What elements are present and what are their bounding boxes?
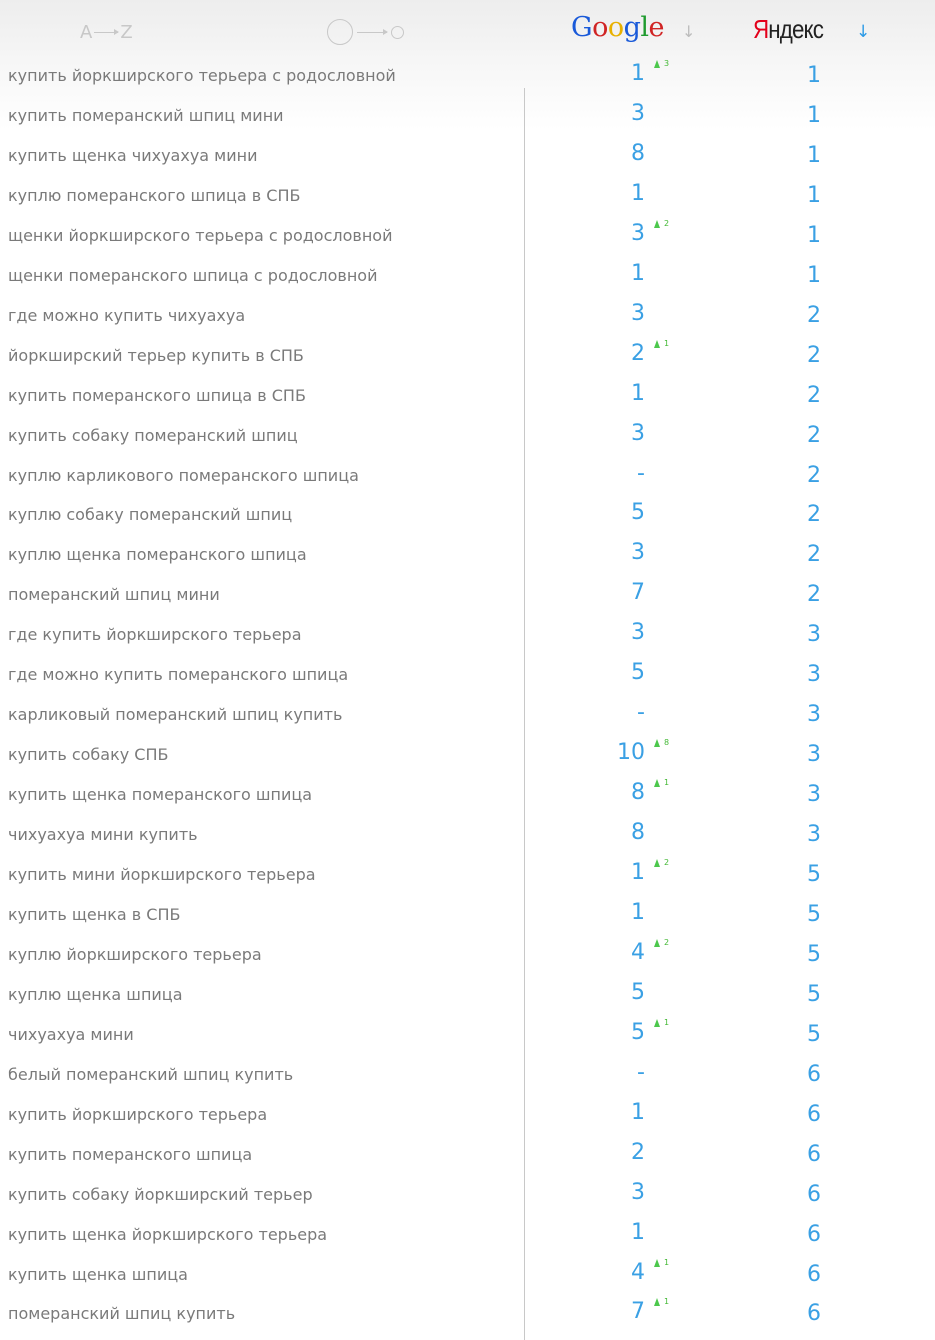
position-change-badge bbox=[654, 219, 669, 228]
position-change-badge bbox=[654, 59, 669, 68]
table-row[interactable] bbox=[0, 899, 935, 939]
keyword-text: щенки померанского шпица с родословной bbox=[8, 265, 378, 285]
table-row[interactable] bbox=[0, 619, 935, 659]
yandex-position: 6 bbox=[807, 1221, 821, 1247]
table-row[interactable] bbox=[0, 579, 935, 619]
google-position: 5 bbox=[631, 660, 645, 686]
position-change-badge bbox=[654, 1258, 669, 1267]
google-position: 2 bbox=[631, 340, 645, 366]
google-logo-letter: e bbox=[648, 12, 665, 43]
google-position: 3 bbox=[631, 540, 645, 566]
position-change-badge bbox=[654, 738, 669, 747]
keyword-text: купить мини йоркширского терьера bbox=[8, 865, 316, 884]
google-position: 1 bbox=[631, 1219, 645, 1245]
google-logo-letter: g bbox=[623, 12, 641, 43]
table-row[interactable] bbox=[0, 380, 935, 420]
keyword-text: куплю щенка шпица bbox=[8, 984, 183, 1004]
google-logo-letter: o bbox=[592, 12, 608, 43]
table-row[interactable] bbox=[0, 499, 935, 539]
up-arrow-icon bbox=[654, 1259, 660, 1267]
sort-az-from: A bbox=[80, 21, 93, 43]
keyword-text: померанский шпиц мини bbox=[8, 585, 220, 605]
google-position: 1 bbox=[631, 380, 645, 406]
yandex-position: 2 bbox=[807, 542, 821, 568]
keyword-text: купить померанского шпица в СПБ bbox=[8, 385, 306, 405]
keyword-text: йоркширский терьер купить в СПБ bbox=[8, 345, 304, 365]
table-row[interactable] bbox=[0, 140, 935, 180]
google-position: 1 bbox=[631, 260, 645, 286]
google-sort-arrow-icon[interactable]: ↓ bbox=[682, 22, 696, 41]
keyword-text: где можно купить померанского шпица bbox=[8, 665, 349, 685]
google-position: 1 bbox=[631, 860, 645, 885]
yandex-position: 6 bbox=[807, 1061, 821, 1087]
google-position: 1 bbox=[631, 61, 645, 86]
position-change-badge bbox=[654, 339, 669, 348]
table-row[interactable] bbox=[0, 1019, 935, 1059]
yandex-position: 1 bbox=[807, 222, 821, 248]
position-change-badge bbox=[654, 778, 669, 787]
google-position: 4 bbox=[631, 939, 645, 965]
google-position: 4 bbox=[631, 1259, 645, 1285]
keyword-text: купить собаку СПБ bbox=[8, 745, 169, 765]
position-change-value: 2 bbox=[664, 218, 670, 228]
table-row[interactable] bbox=[0, 460, 935, 500]
table-row[interactable] bbox=[0, 859, 935, 899]
yandex-position: 6 bbox=[807, 1261, 821, 1287]
keyword-text: куплю йоркширского терьера bbox=[8, 944, 262, 964]
table-row[interactable] bbox=[0, 659, 935, 699]
yandex-position: 1 bbox=[807, 142, 821, 168]
table-row[interactable] bbox=[0, 539, 935, 579]
keyword-text: куплю щенка померанского шпица bbox=[8, 545, 307, 565]
yandex-logo-rest: ндекс bbox=[768, 14, 824, 44]
keyword-text: купить собаку померанский шпиц bbox=[8, 425, 298, 445]
google-position: 1 bbox=[631, 180, 645, 206]
sort-by-frequency-button[interactable] bbox=[327, 18, 404, 46]
google-position: 3 bbox=[631, 420, 645, 446]
position-change-value: 1 bbox=[664, 778, 670, 788]
position-change-value: 8 bbox=[664, 738, 670, 748]
google-logo-letter: o bbox=[607, 12, 624, 43]
keyword-text: купить померанский шпиц мини bbox=[8, 105, 284, 125]
google-position: 5 bbox=[631, 1019, 645, 1045]
yandex-position: 2 bbox=[807, 462, 821, 488]
yandex-position: 5 bbox=[807, 981, 821, 1007]
table-row[interactable] bbox=[0, 100, 935, 140]
google-position: 3 bbox=[631, 1179, 645, 1205]
table-row[interactable] bbox=[0, 1219, 935, 1259]
position-change-badge bbox=[654, 1018, 669, 1027]
yandex-position: 1 bbox=[807, 63, 821, 88]
table-row[interactable] bbox=[0, 220, 935, 260]
yandex-position: 3 bbox=[807, 742, 821, 768]
up-arrow-icon bbox=[654, 859, 660, 867]
keyword-text: щенки йоркширского терьера с родословной bbox=[8, 225, 393, 245]
yandex-logo-first-letter: Я bbox=[753, 14, 769, 44]
yandex-position: 2 bbox=[807, 302, 821, 328]
position-change-value: 2 bbox=[664, 858, 670, 867]
google-position: 3 bbox=[631, 220, 645, 246]
keyword-text: купить йоркширского терьера с родословной bbox=[8, 66, 396, 85]
keyword-text: куплю собаку померанский шпиц bbox=[8, 505, 293, 525]
yandex-position: 3 bbox=[807, 782, 821, 808]
table-row[interactable] bbox=[0, 939, 935, 979]
position-change-value: 1 bbox=[664, 1297, 670, 1307]
yandex-position: 1 bbox=[807, 262, 821, 288]
arrow-right-icon bbox=[357, 32, 387, 33]
google-logo-letter: G bbox=[571, 12, 593, 43]
up-arrow-icon bbox=[654, 220, 660, 228]
yandex-position: 6 bbox=[807, 1301, 821, 1327]
keyword-text: карликовый померанский шпиц купить bbox=[8, 705, 343, 725]
google-position: 3 bbox=[631, 620, 645, 646]
yandex-position: 3 bbox=[807, 702, 821, 728]
up-arrow-icon bbox=[654, 779, 660, 787]
keyword-text: купить собаку йоркширский терьер bbox=[8, 1184, 313, 1204]
google-position: 7 bbox=[631, 1299, 645, 1325]
table-row[interactable] bbox=[0, 260, 935, 300]
yandex-position: 3 bbox=[807, 662, 821, 688]
table-row[interactable] bbox=[0, 180, 935, 220]
keyword-text: чихуахуа мини купить bbox=[8, 825, 198, 845]
yandex-position: 1 bbox=[807, 102, 821, 128]
position-change-badge bbox=[654, 938, 669, 947]
yandex-position: 6 bbox=[807, 1101, 821, 1127]
yandex-position: 2 bbox=[807, 582, 821, 608]
google-position: - bbox=[637, 700, 645, 726]
google-position: 8 bbox=[631, 140, 645, 166]
yandex-position: 5 bbox=[807, 1021, 821, 1047]
google-position: 1 bbox=[631, 899, 645, 925]
yandex-position: 6 bbox=[807, 1181, 821, 1207]
yandex-position: 5 bbox=[807, 901, 821, 927]
google-position: 8 bbox=[631, 780, 645, 806]
table-row[interactable] bbox=[0, 779, 935, 819]
yandex-position: 2 bbox=[807, 502, 821, 528]
google-position: 7 bbox=[631, 580, 645, 606]
table-row[interactable] bbox=[0, 1139, 935, 1179]
keyword-text: белый померанский шпиц купить bbox=[8, 1064, 294, 1084]
position-change-value: 1 bbox=[664, 338, 670, 348]
position-change-value: 3 bbox=[664, 59, 670, 68]
keyword-text: чихуахуа мини bbox=[8, 1024, 134, 1044]
yandex-position: 2 bbox=[807, 422, 821, 448]
table-row[interactable] bbox=[0, 739, 935, 779]
position-change-badge bbox=[654, 1297, 669, 1306]
big-circle-icon bbox=[327, 19, 353, 45]
table-row[interactable] bbox=[0, 1099, 935, 1139]
position-change-value: 1 bbox=[664, 1017, 670, 1027]
keyword-text: где купить йоркширского терьера bbox=[8, 625, 302, 645]
small-circle-icon bbox=[391, 26, 404, 39]
google-position: 1 bbox=[631, 1099, 645, 1125]
keyword-text: купить щенка шпица bbox=[8, 1264, 188, 1284]
keyword-text: купить щенка померанского шпица bbox=[8, 785, 313, 805]
yandex-position: 5 bbox=[807, 862, 821, 887]
up-arrow-icon bbox=[654, 1019, 660, 1027]
table-row[interactable] bbox=[0, 300, 935, 340]
table-row[interactable] bbox=[0, 1298, 935, 1338]
google-position: 3 bbox=[631, 100, 645, 126]
yandex-sort-arrow-icon[interactable]: ↓ bbox=[856, 22, 871, 42]
google-position: 5 bbox=[631, 500, 645, 526]
table-row[interactable] bbox=[0, 819, 935, 859]
position-change-value: 2 bbox=[664, 937, 670, 947]
keyword-text: где можно купить чихуахуа bbox=[8, 305, 246, 325]
yandex-position: 3 bbox=[807, 822, 821, 848]
google-position: 3 bbox=[631, 300, 645, 326]
sort-az-to: Z bbox=[120, 21, 133, 43]
keyword-text: купить щенка чихуахуа мини bbox=[8, 145, 258, 165]
google-position: 2 bbox=[631, 1139, 645, 1165]
yandex-position: 1 bbox=[807, 182, 821, 208]
yandex-position: 2 bbox=[807, 382, 821, 408]
table-row[interactable] bbox=[0, 1059, 935, 1099]
yandex-logo[interactable] bbox=[753, 14, 823, 45]
table-row[interactable] bbox=[0, 699, 935, 739]
keyword-text: куплю померанского шпица в СПБ bbox=[8, 185, 301, 205]
google-logo[interactable] bbox=[571, 12, 664, 43]
table-row[interactable] bbox=[0, 1179, 935, 1219]
table-row[interactable] bbox=[0, 60, 935, 100]
google-position: 5 bbox=[631, 979, 645, 1005]
up-arrow-icon bbox=[654, 739, 660, 747]
yandex-position: 6 bbox=[807, 1141, 821, 1167]
up-arrow-icon bbox=[654, 1298, 660, 1306]
yandex-position: 5 bbox=[807, 941, 821, 967]
google-position: 8 bbox=[631, 820, 645, 846]
keyword-text: куплю карликового померанского шпица bbox=[8, 465, 359, 485]
position-change-value: 1 bbox=[664, 1257, 670, 1267]
table-row[interactable] bbox=[0, 979, 935, 1019]
up-arrow-icon bbox=[654, 939, 660, 947]
yandex-position: 2 bbox=[807, 342, 821, 368]
position-change-badge bbox=[654, 858, 669, 867]
up-arrow-icon bbox=[654, 340, 660, 348]
yandex-position: 3 bbox=[807, 622, 821, 648]
keyword-text: купить щенка в СПБ bbox=[8, 904, 181, 924]
arrow-right-icon bbox=[94, 32, 118, 33]
keyword-text: померанский шпиц купить bbox=[8, 1304, 236, 1324]
google-position: - bbox=[637, 1059, 645, 1085]
keyword-text: купить щенка йоркширского терьера bbox=[8, 1224, 328, 1244]
table-row[interactable] bbox=[0, 420, 935, 460]
table-row[interactable] bbox=[0, 340, 935, 380]
up-arrow-icon bbox=[654, 60, 660, 68]
google-logo-letter: l bbox=[640, 12, 649, 43]
keyword-text: купить йоркширского терьера bbox=[8, 1104, 268, 1124]
sort-alphabetical-button[interactable] bbox=[80, 20, 133, 44]
google-position: 10 bbox=[617, 740, 645, 766]
google-position: - bbox=[637, 460, 645, 486]
table-row[interactable] bbox=[0, 1259, 935, 1299]
keyword-text: купить померанского шпица bbox=[8, 1144, 253, 1164]
